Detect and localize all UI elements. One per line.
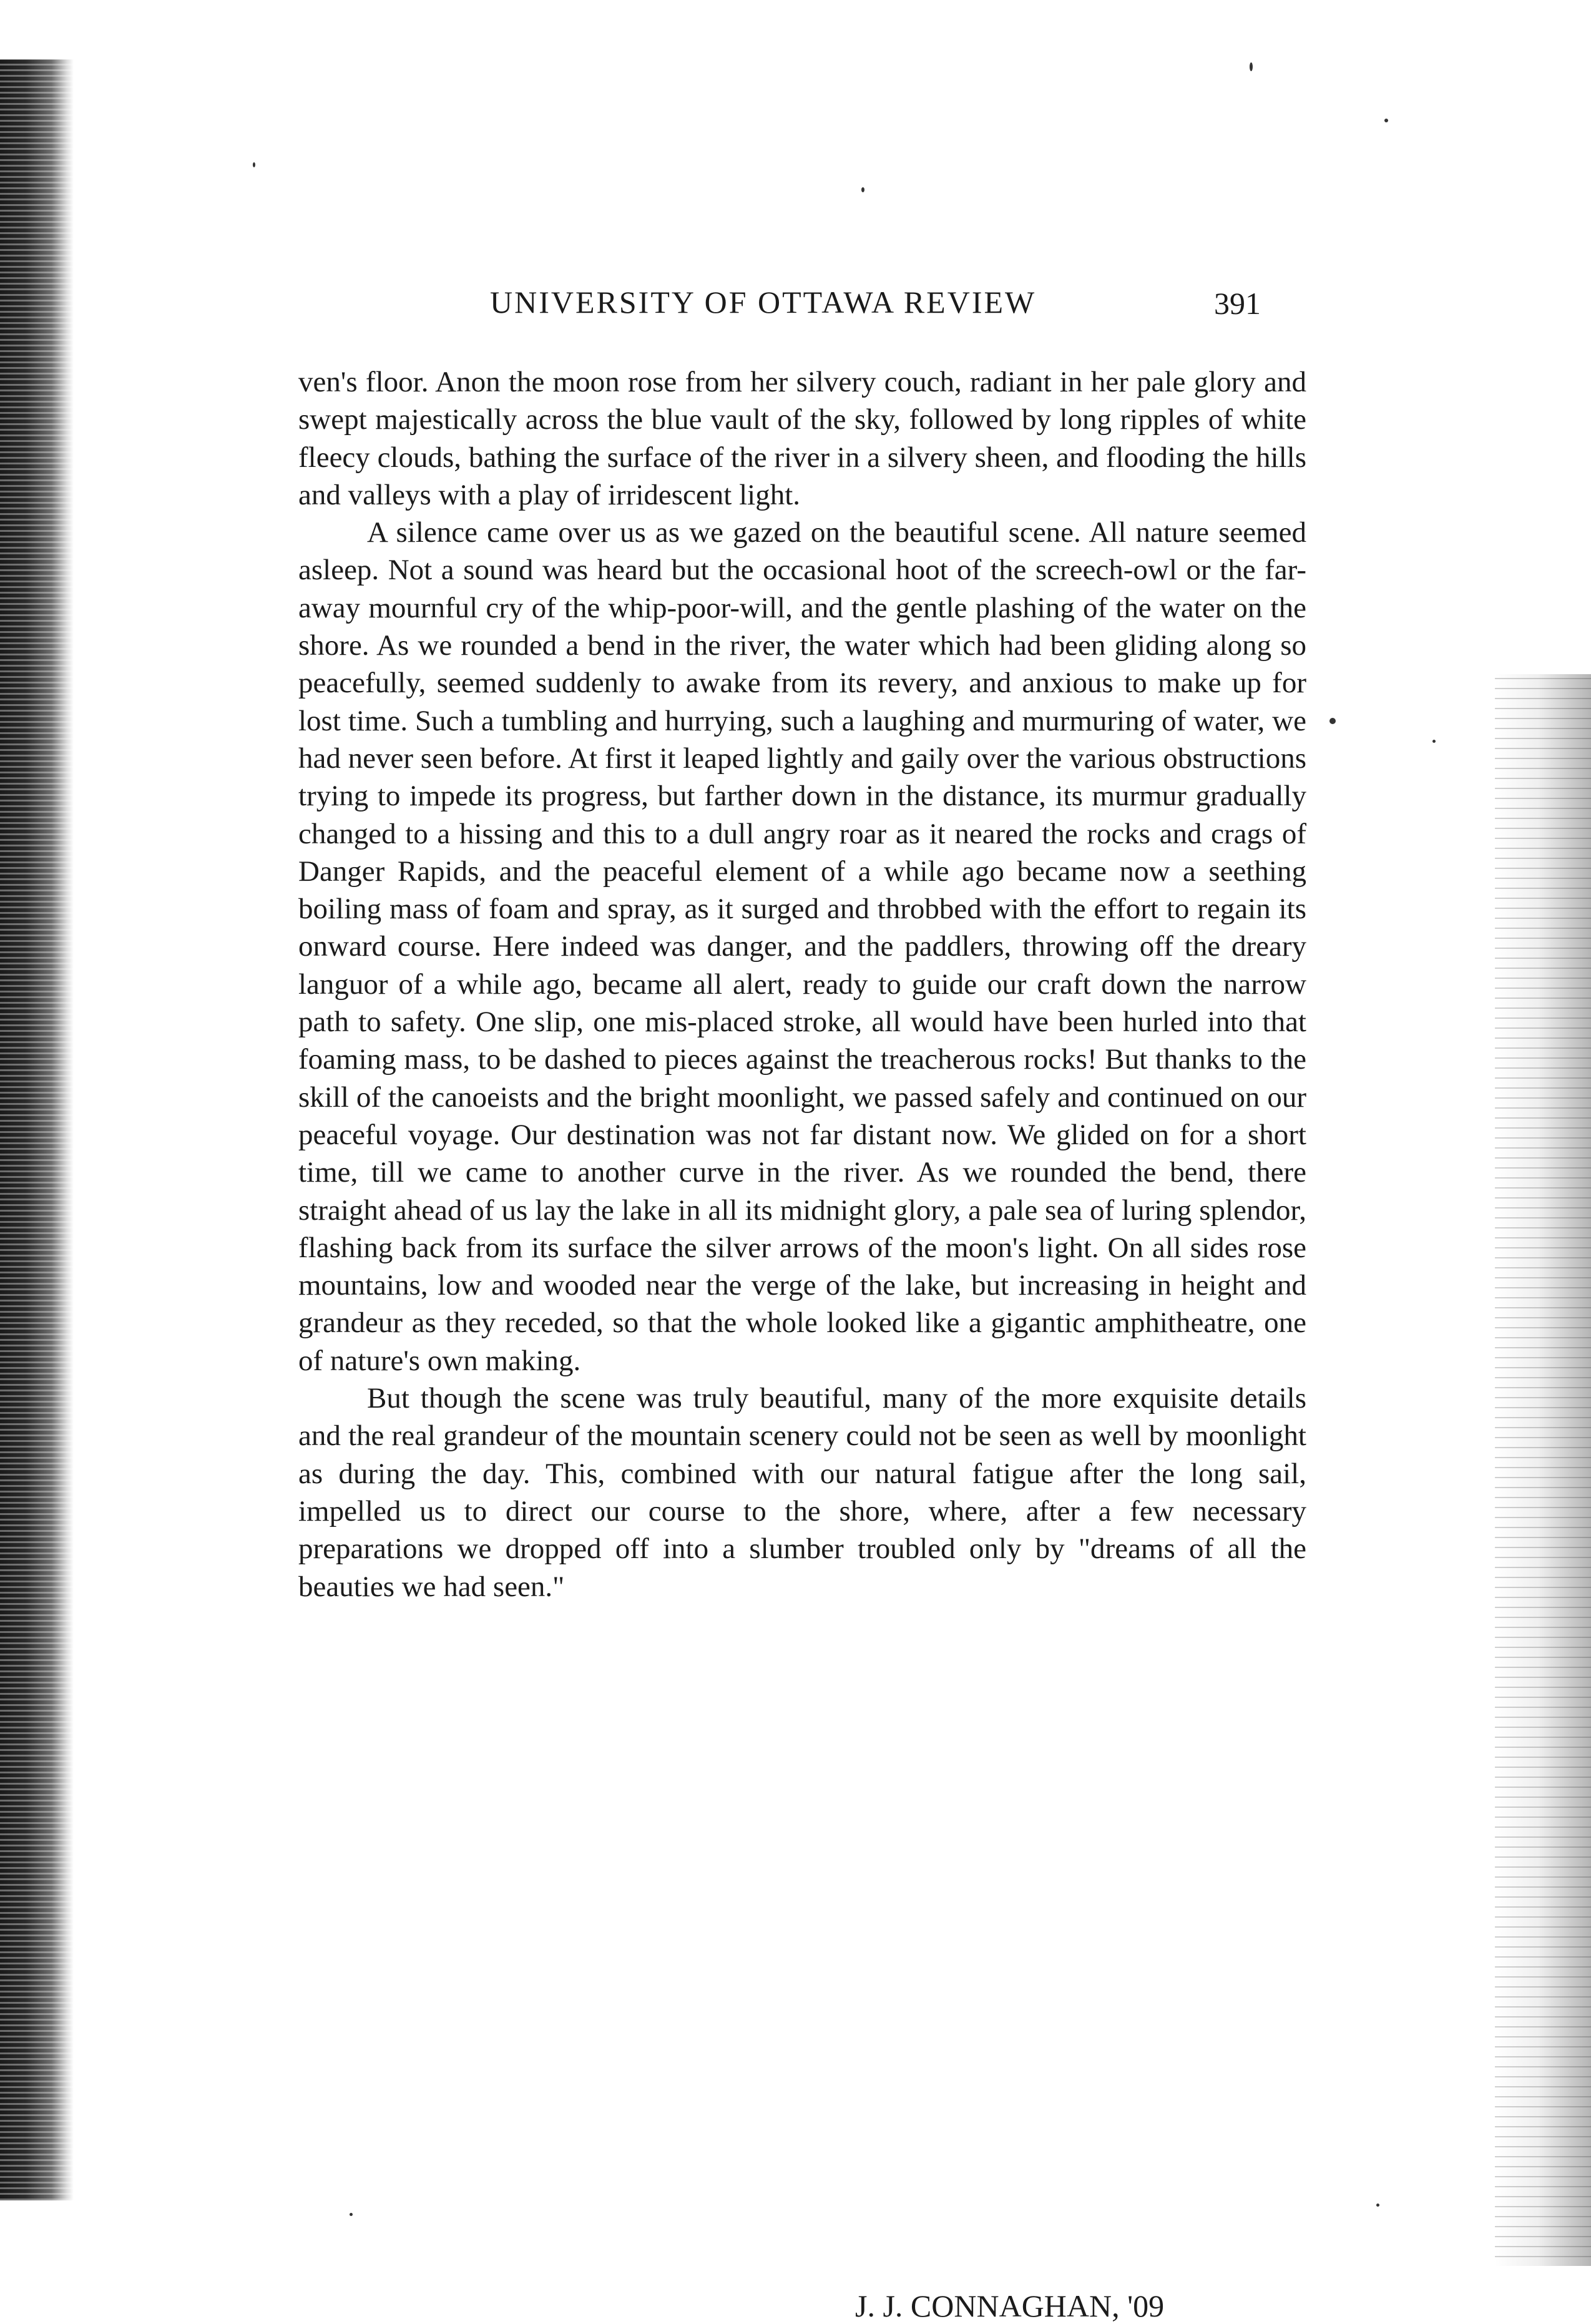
scan-speck [1250, 62, 1253, 71]
scan-speck [350, 2213, 353, 2216]
page-number: 391 [1214, 286, 1261, 321]
author-signature: J. J. CONNAGHAN, '09 [855, 2288, 1165, 2323]
scan-speck [1384, 119, 1388, 122]
binding-edge-right [1495, 674, 1591, 2266]
running-title: UNIVERSITY OF OTTAWA REVIEW [490, 285, 1037, 320]
scan-speck [1432, 740, 1436, 743]
running-head [490, 284, 1261, 334]
scan-speck [253, 162, 255, 167]
scan-speck [1329, 718, 1336, 724]
paragraph-continuation: ven's floor. Anon the moon rose from her silvery couch, radiant in her pale glory and swept majestically across the blue vault of the sky, followed by long ripples of white fleecy clouds, bathing the surface of the river in a silvery sheen, and flooding the hills and valleys with a play of irridescent light. [298, 366, 1306, 511]
scan-speck [1376, 2204, 1379, 2207]
binding-edge-left [0, 59, 74, 2200]
scan-speck [861, 187, 864, 192]
article-body [298, 363, 1306, 1606]
paragraph-rapids: A silence came over us as we gazed on the beautiful scene. All nature seemed asleep. Not a sound was heard but the occasional hoot of the screech-owl or the far-away mournful cry of the whip-poor-will, and the gentle plashing of the water on the shore. As we rounded a bend in the river, the water which had been gliding along so peacefully, seemed suddenly to awake from its revery, and anxious to make up for lost time. Such a tumbling and hurrying, such a laughing and murmuring of water, we had never seen before. At first it leaped lightly and gaily over the various obstructions trying to impede its progress, but farther down in the distance, its murmur gradually changed to a hissing and this to a dull angry roar as it neared the rocks and crags of Danger Rapids, and the peaceful element of a while ago became now a seething boiling mass of foam and spray, as it surged and throbbed with the effort to regain its onward course. Here indeed was danger, and the paddlers, throwing off the dreary languor of a while ago, became all alert, ready to guide our craft down the narrow path to safety. One slip, one mis-placed stroke, all would have been hurled into that foaming mass, to be dashed to pieces against the treacherous rocks! But thanks to the skill of the canoeists and the bright moonlight, we passed safely and continued on our peaceful voyage. Our destination was not far distant now. We glided on for a short time, till we came to another curve in the river. As we rounded the bend, there straight ahead of us lay the lake in all its midnight glory, a pale sea of luring splendor, flashing back from its surface the silver arrows of the moon's light. On all sides rose mountains, low and wooded near the verge of the lake, but increasing in height and grandeur as they receded, so that the whole looked like a gigantic amphitheatre, one of nature's own making. [298, 516, 1306, 1377]
paragraph-closing: But though the scene was truly beautiful, many of the more exquisite details and the real grandeur of the mountain scenery could not be seen as well by moonlight as during the day. This, combined with our natural fatigue after the long sail, impelled us to direct our course to the shore, where, after a few necessary preparations we dropped off into a slumber troubled only by "dreams of all the beauties we had seen." [298, 1382, 1306, 1603]
